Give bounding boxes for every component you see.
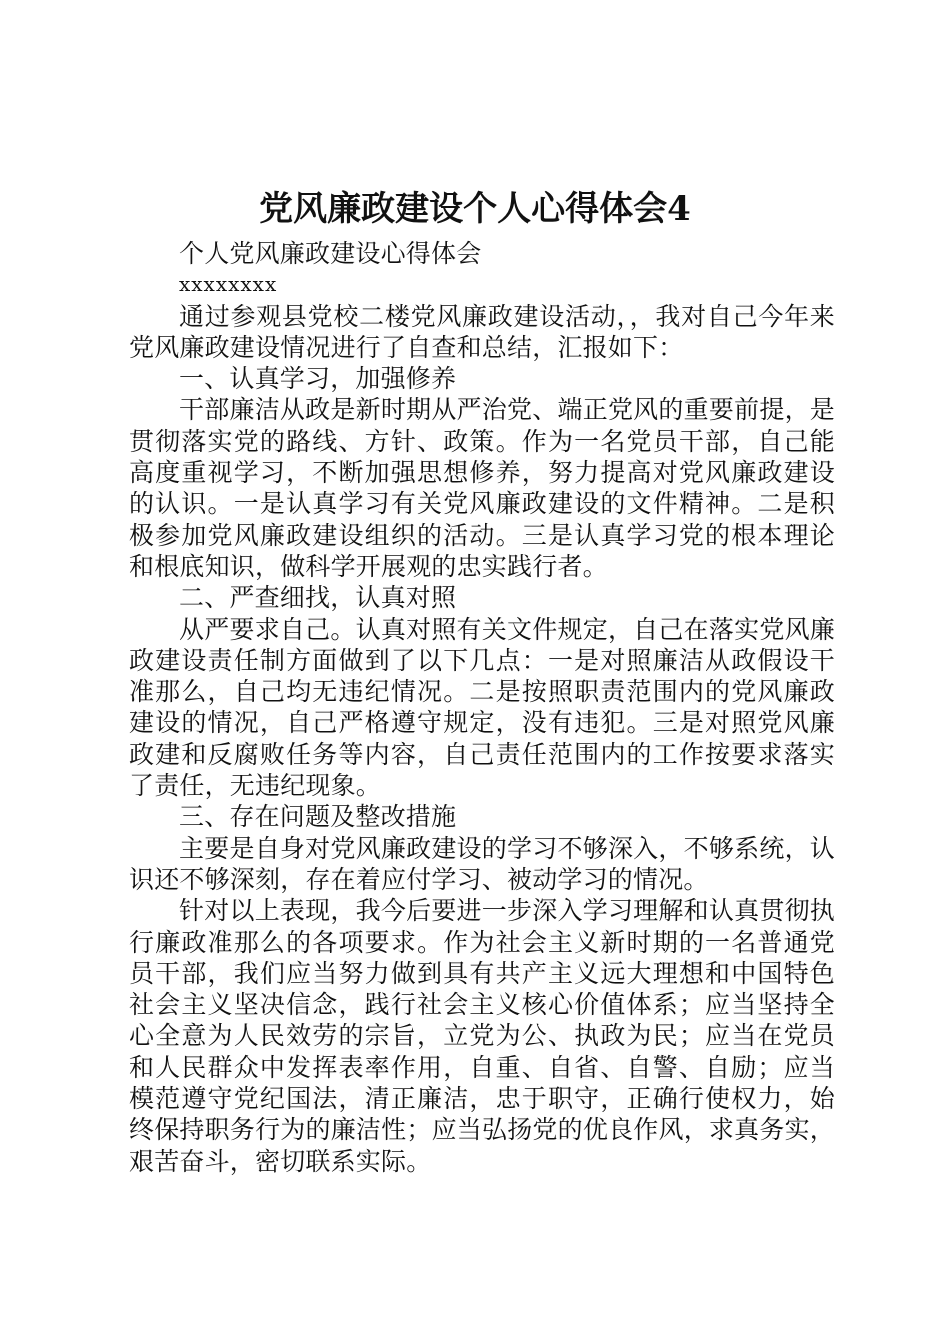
body-text-line: 的认识。一是认真学习有关党风廉政建设的文件精神。二是积 <box>129 489 835 519</box>
body-text-line: 心全意为人民效劳的宗旨，立党为公、执政为民；应当在党员 <box>129 1021 835 1051</box>
body-text-line: 针对以上表现，我今后要进一步深入学习理解和认真贯彻执 <box>179 896 835 926</box>
body-text-line: xxxxxxxx <box>179 272 278 297</box>
body-text-line: 贯彻落实党的路线、方针、政策。作为一名党员干部，自己能 <box>129 426 835 456</box>
body-text-line: 和根底知识，做科学开展观的忠实践行者。 <box>129 551 608 581</box>
body-text-line: 员干部，我们应当努力做到具有共产主义远大理想和中国特色 <box>129 958 835 988</box>
body-text-line: 社会主义坚决信念，践行社会主义核心价值体系；应当坚持全 <box>129 990 835 1020</box>
body-text-line: 从严要求自己。认真对照有关文件规定，自己在落实党风廉 <box>179 614 835 644</box>
document-title: 党风廉政建设个人心得体会4 <box>259 189 691 229</box>
body-text-line: 终保持职务行为的廉洁性；应当弘扬党的优良作风，求真务实， <box>129 1115 835 1145</box>
body-text-line: 党风廉政建设情况进行了自查和总结，汇报如下： <box>129 332 684 362</box>
body-text-line: 行廉政准那么的各项要求。作为社会主义新时期的一名普通党 <box>129 927 835 957</box>
body-text-line: 模范遵守党纪国法，清正廉洁，忠于职守，正确行使权力，始 <box>129 1084 835 1114</box>
body-text-line: 极参加党风廉政建设组织的活动。三是认真学习党的根本理论 <box>129 520 835 550</box>
body-text-line: 三、存在问题及整改措施 <box>179 802 457 832</box>
body-text-line: 政建和反腐败任务等内容，自己责任范围内的工作按要求落实 <box>129 739 835 769</box>
body-text-line: 二、严查细找，认真对照 <box>179 583 457 613</box>
document-body <box>129 238 835 1177</box>
body-text-line: 通过参观县党校二楼党风廉政建设活动，，我对自己今年来 <box>179 301 835 331</box>
body-text-line: 准那么，自己均无违纪情况。二是按照职责范围内的党风廉政 <box>129 677 835 707</box>
body-text-line: 识还不够深刻，存在着应付学习、被动学习的情况。 <box>129 864 709 894</box>
body-text-line: 了责任，无违纪现象。 <box>129 771 382 801</box>
body-text-line: 主要是自身对党风廉政建设的学习不够深入，不够系统，认 <box>179 833 835 863</box>
body-text-line: 个人党风廉政建设心得体会 <box>179 239 482 268</box>
body-text-line: 一、认真学习，加强修养 <box>179 364 457 394</box>
body-text-line: 建设的情况，自己严格遵守规定，没有违犯。三是对照党风廉 <box>129 708 835 738</box>
body-text-line: 干部廉洁从政是新时期从严治党、端正党风的重要前提，是 <box>179 395 835 425</box>
body-text-line: 高度重视学习，不断加强思想修养，努力提高对党风廉政建设 <box>129 458 835 488</box>
body-text-line: 和人民群众中发挥表率作用，自重、自省、自警、自励；应当 <box>129 1052 835 1082</box>
body-text-line: 艰苦奋斗，密切联系实际。 <box>129 1146 432 1176</box>
body-text-line: 政建设责任制方面做到了以下几点：一是对照廉洁从政假设干 <box>129 645 835 675</box>
